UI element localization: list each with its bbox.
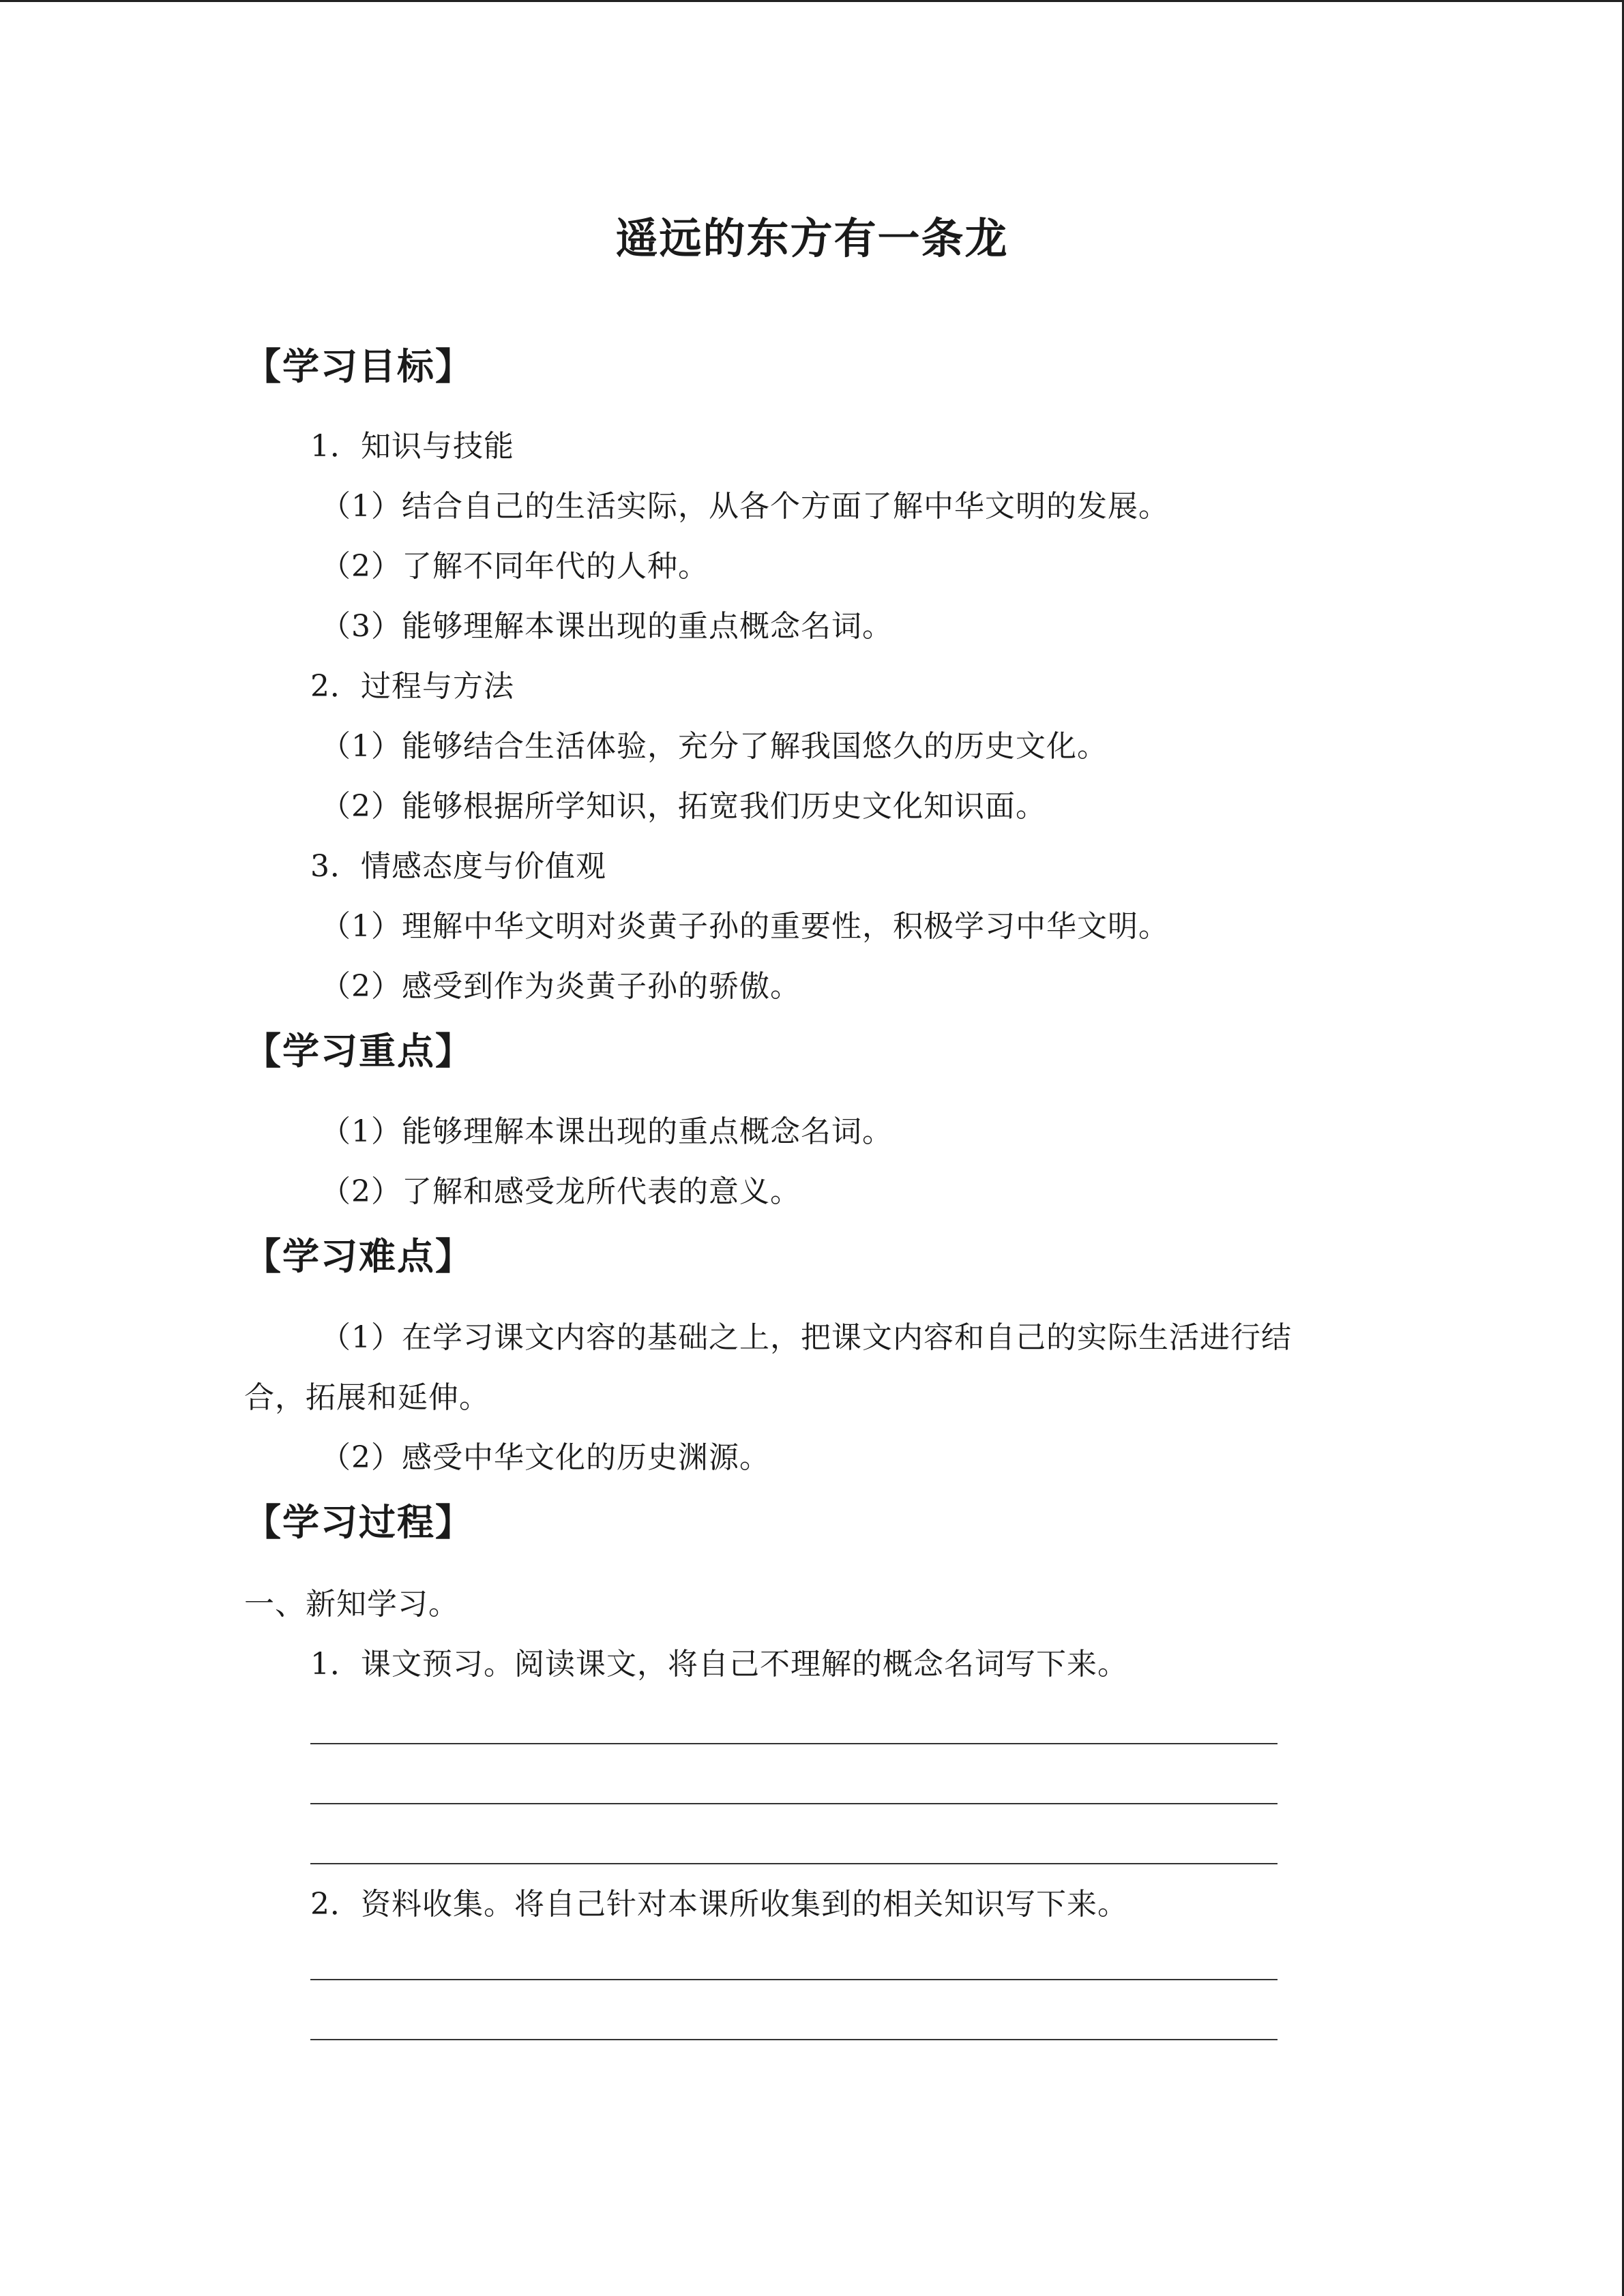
objective-item: （2）了解不同年代的人种。 [321, 549, 709, 584]
objective-item: （3）能够理解本课出现的重点概念名词。 [321, 609, 893, 644]
difficulty-item-continuation: 合，拓展和延伸。 [244, 1380, 490, 1415]
objective-item: 1．知识与技能 [310, 429, 514, 464]
heading-objectives: 【学习目标】 [244, 345, 473, 388]
objective-item: （1）理解中华文明对炎黄子孙的重要性，积极学习中华文明。 [321, 909, 1169, 944]
process-item: 一、新知学习。 [244, 1587, 459, 1622]
answer-line [310, 1803, 1278, 1804]
difficulty-item: （2）感受中华文化的历史渊源。 [321, 1440, 770, 1475]
objective-item: （2）感受到作为炎黄子孙的骄傲。 [321, 969, 801, 1004]
key-point-item: （1）能够理解本课出现的重点概念名词。 [321, 1114, 893, 1149]
objective-item: 2．过程与方法 [310, 669, 514, 704]
heading-key-points: 【学习重点】 [244, 1030, 473, 1073]
difficulty-item: （1）在学习课文内容的基础之上，把课文内容和自己的实际生活进行结 [321, 1320, 1292, 1355]
answer-line [310, 1743, 1278, 1744]
answer-line [310, 1863, 1278, 1864]
answer-line [310, 1979, 1278, 1980]
objective-item: （1）能够结合生活体验，充分了解我国悠久的历史文化。 [321, 729, 1108, 764]
process-item: 1．课文预习。阅读课文，将自己不理解的概念名词写下来。 [310, 1647, 1128, 1682]
process-item: 2．资料收集。将自己针对本课所收集到的相关知识写下来。 [310, 1887, 1128, 1922]
objective-item: 3．情感态度与价值观 [310, 849, 606, 884]
objective-item: （1）结合自己的生活实际，从各个方面了解中华文明的发展。 [321, 489, 1169, 524]
objective-item: （2）能够根据所学知识，拓宽我们历史文化知识面。 [321, 789, 1046, 824]
heading-difficulties: 【学习难点】 [244, 1235, 473, 1278]
heading-process: 【学习过程】 [244, 1501, 473, 1544]
document-title: 遥远的东方有一条龙 [615, 213, 1009, 263]
key-point-item: （2）了解和感受龙所代表的意义。 [321, 1174, 801, 1209]
answer-line [310, 2039, 1278, 2040]
page-top-border [0, 0, 1624, 2]
